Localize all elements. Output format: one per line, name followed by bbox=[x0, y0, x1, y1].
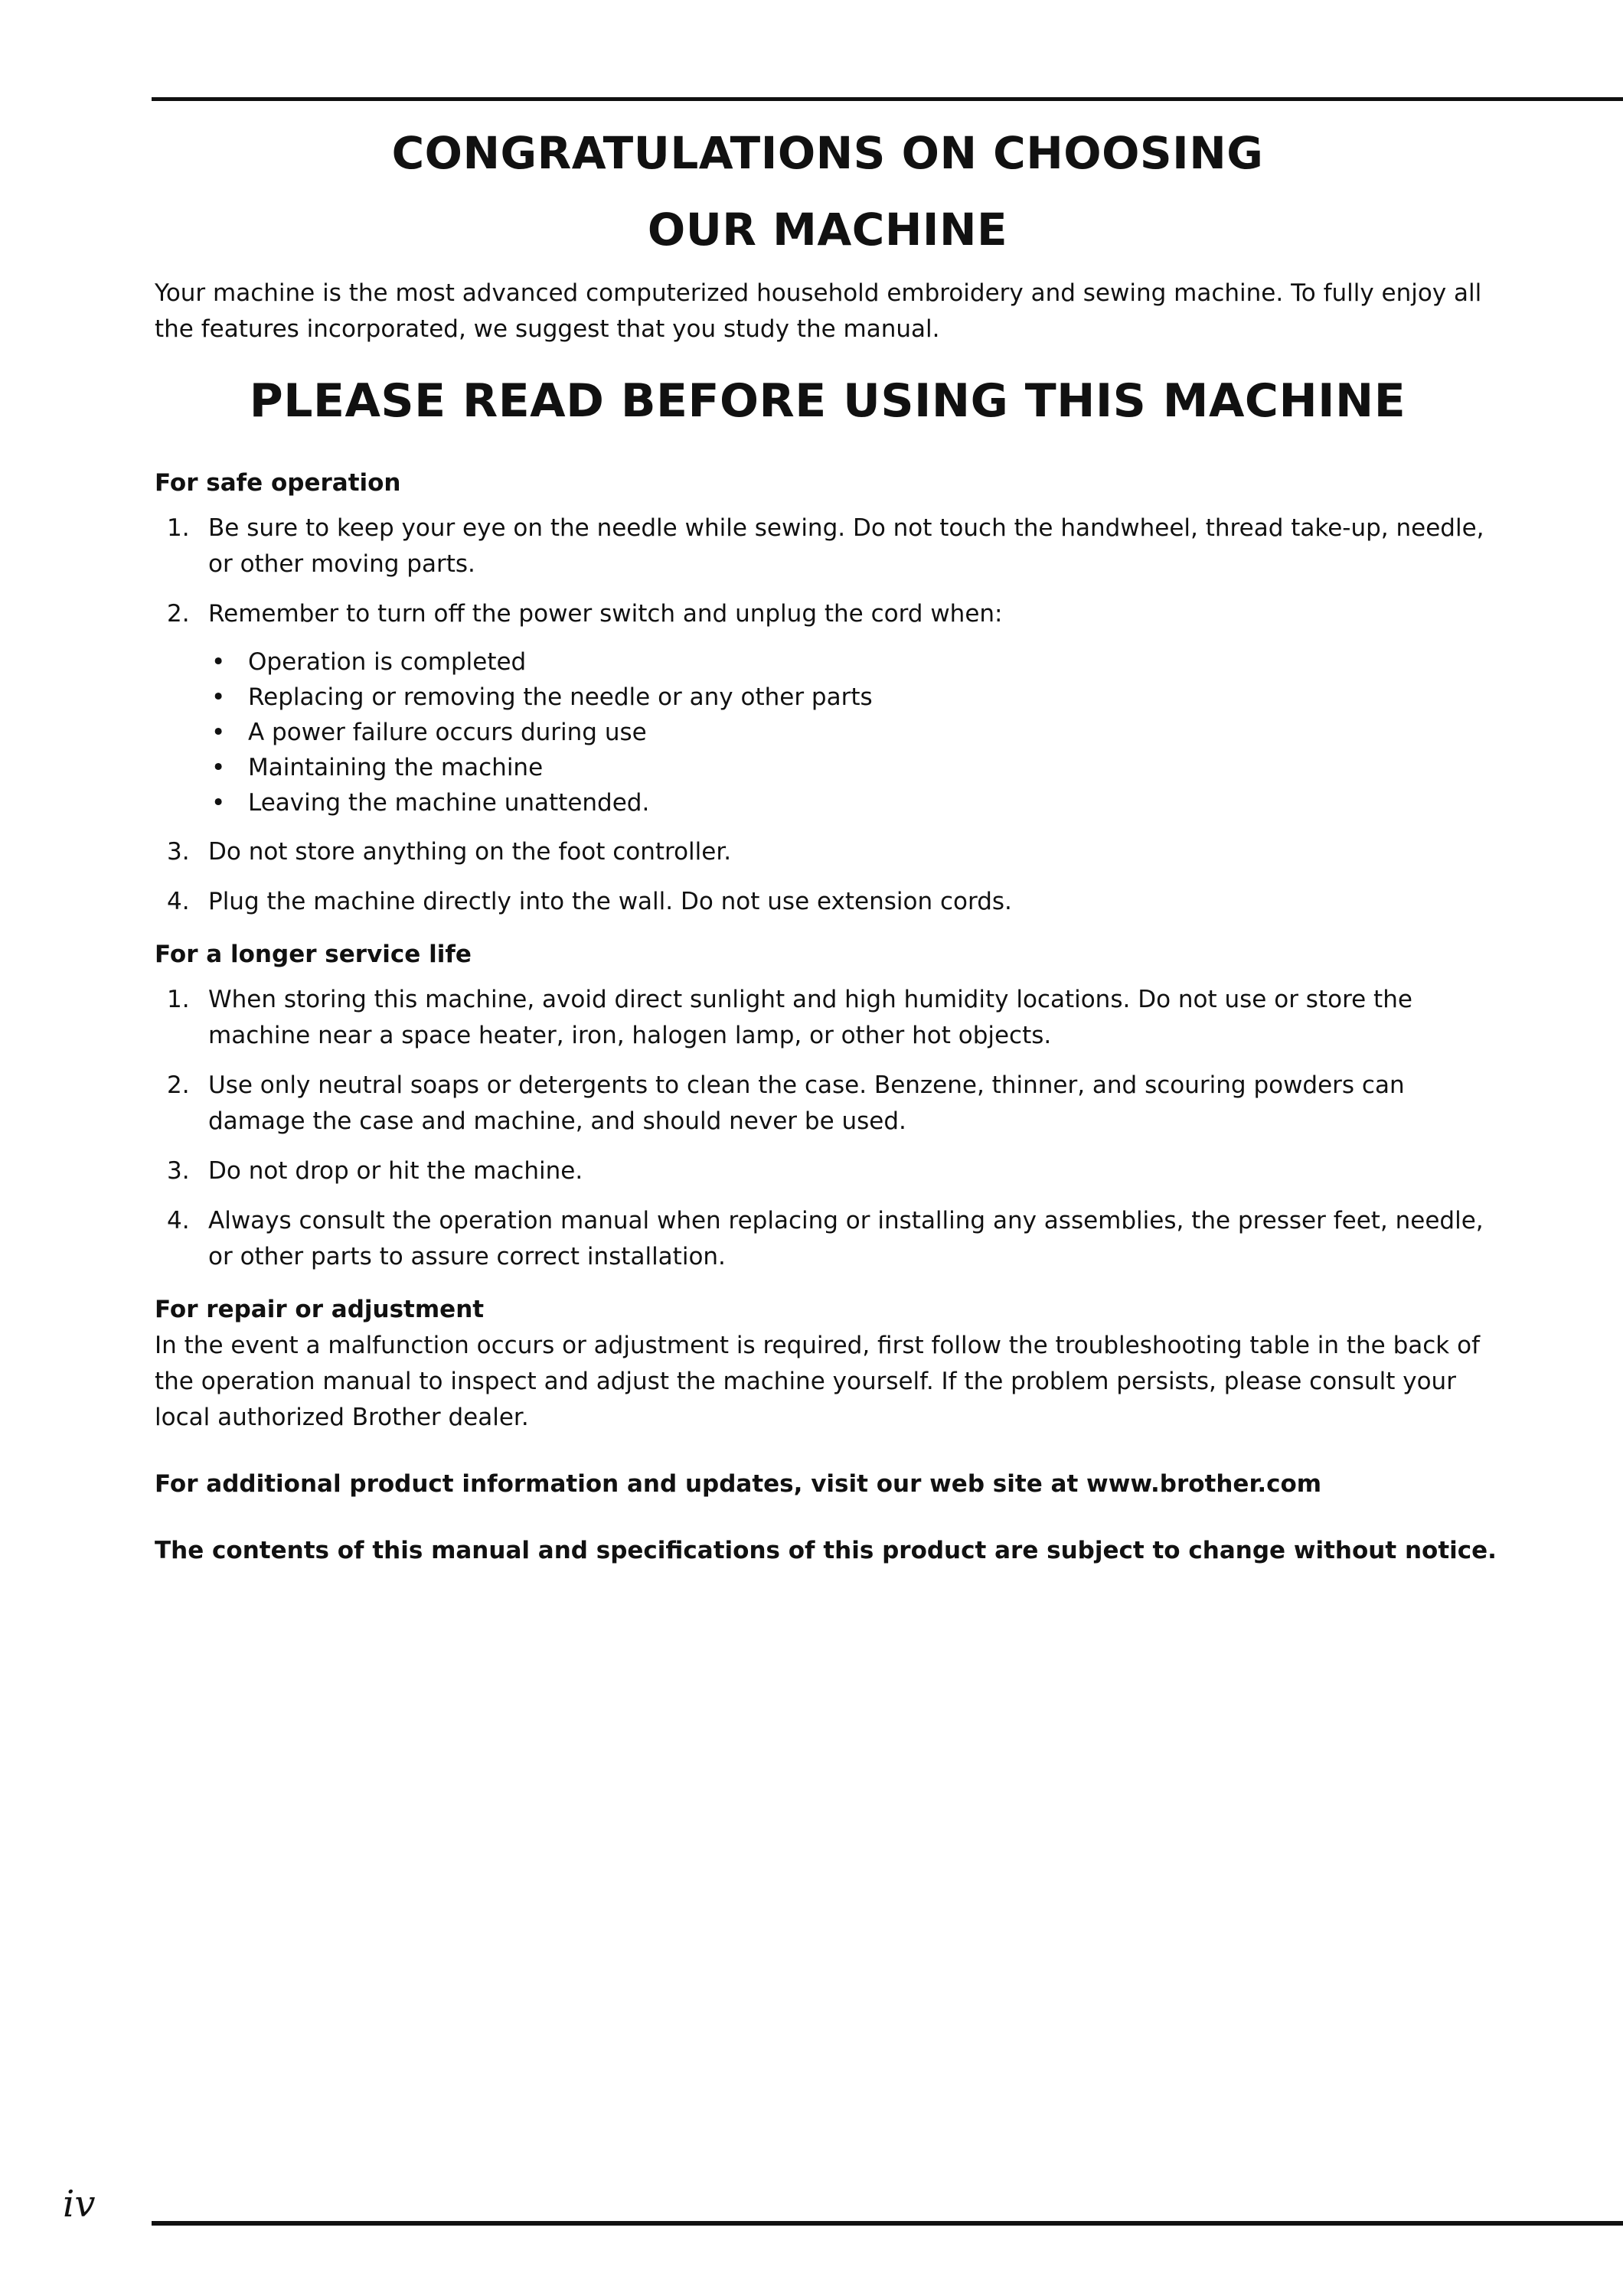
unplug-conditions-list bbox=[208, 644, 1501, 820]
item-text: Use only neutral soaps or detergents to clean the case. Benzene, thinner, and scouring powders can damage the case and machine, and should never be used. bbox=[208, 1071, 1405, 1135]
bullet-text: Replacing or removing the needle or any other parts bbox=[248, 683, 873, 711]
bullet-item bbox=[208, 644, 1501, 680]
item-text: Do not store anything on the foot controller. bbox=[208, 838, 732, 866]
bullet-item bbox=[208, 750, 1501, 785]
bullet-item bbox=[208, 785, 1501, 820]
list-item bbox=[155, 1203, 1501, 1275]
bullet-text: Maintaining the machine bbox=[248, 754, 544, 781]
list-item bbox=[155, 1153, 1501, 1189]
page-number: iv bbox=[63, 2183, 96, 2226]
item-text: Remember to turn off the power switch and unplug the cord when: bbox=[208, 600, 1003, 628]
item-number: 4. bbox=[167, 1207, 190, 1234]
list-item bbox=[155, 982, 1501, 1054]
section-title: PLEASE READ BEFORE USING THIS MACHINE bbox=[249, 374, 1406, 428]
item-text: Do not drop or hit the machine. bbox=[208, 1157, 583, 1185]
list-item bbox=[155, 1068, 1501, 1140]
list-item bbox=[155, 834, 1501, 870]
item-number: 4. bbox=[167, 888, 190, 915]
additional-info-note: For additional product information and updates, visit our web site at www.brother.com bbox=[155, 1470, 1322, 1498]
repair-heading: For repair or adjustment bbox=[155, 1296, 485, 1323]
item-number: 2. bbox=[167, 600, 190, 628]
manual-page-content bbox=[155, 115, 1501, 1569]
bullet-item bbox=[208, 680, 1501, 715]
repair-section bbox=[155, 1292, 1501, 1436]
safe-operation-heading: For safe operation bbox=[155, 469, 401, 497]
top-rule bbox=[152, 97, 1623, 101]
bullet-icon: • bbox=[211, 648, 226, 676]
item-text: Be sure to keep your eye on the needle while sewing. Do not touch the handwheel, thread take-up, needle, or other moving parts. bbox=[208, 514, 1484, 578]
safe-operation-section bbox=[155, 465, 1501, 920]
service-life-list bbox=[155, 982, 1501, 1275]
item-text: Plug the machine directly into the wall. Do not use extension cords. bbox=[208, 888, 1012, 915]
bullet-item bbox=[208, 715, 1501, 750]
bullet-icon: • bbox=[211, 754, 226, 781]
bullet-text: A power failure occurs during use bbox=[248, 719, 647, 746]
service-life-section bbox=[155, 937, 1501, 1275]
list-item bbox=[155, 510, 1501, 582]
intro-paragraph: Your machine is the most advanced computerized household embroidery and sewing machine. To fully enjoy all the features incorporated, we suggest that you study the manual. bbox=[155, 279, 1482, 343]
safe-operation-list bbox=[155, 510, 1501, 920]
item-number: 3. bbox=[167, 838, 190, 866]
bullet-text: Leaving the machine unattended. bbox=[248, 789, 650, 817]
list-item bbox=[155, 596, 1501, 820]
item-number: 2. bbox=[167, 1071, 190, 1099]
repair-paragraph: In the event a malfunction occurs or adjustment is required, first follow the troubleshooting table in the back of the operation manual to inspect and adjust the machine yourself. If the problem persists, please consult your local authorized Brother dealer. bbox=[155, 1332, 1480, 1431]
bullet-text: Operation is completed bbox=[248, 648, 527, 676]
bottom-rule bbox=[152, 2221, 1623, 2226]
bullet-icon: • bbox=[211, 719, 226, 746]
item-number: 1. bbox=[167, 514, 190, 542]
list-item bbox=[155, 884, 1501, 920]
item-text: Always consult the operation manual when replacing or installing any assemblies, the presser feet, needle, or other parts to assure correct installation. bbox=[208, 1207, 1484, 1270]
bullet-icon: • bbox=[211, 789, 226, 817]
item-number: 1. bbox=[167, 986, 190, 1013]
service-life-heading: For a longer service life bbox=[155, 941, 472, 968]
page-title: CONGRATULATIONS ON CHOOSING OUR MACHINE bbox=[391, 127, 1264, 256]
bullet-icon: • bbox=[211, 683, 226, 711]
item-text: When storing this machine, avoid direct sunlight and high humidity locations. Do not use or store the machine near a space heater, iron, halogen lamp, or other hot objects. bbox=[208, 986, 1412, 1049]
change-notice: The contents of this manual and specifications of this product are subject to change without notice. bbox=[155, 1537, 1497, 1564]
item-number: 3. bbox=[167, 1157, 190, 1185]
